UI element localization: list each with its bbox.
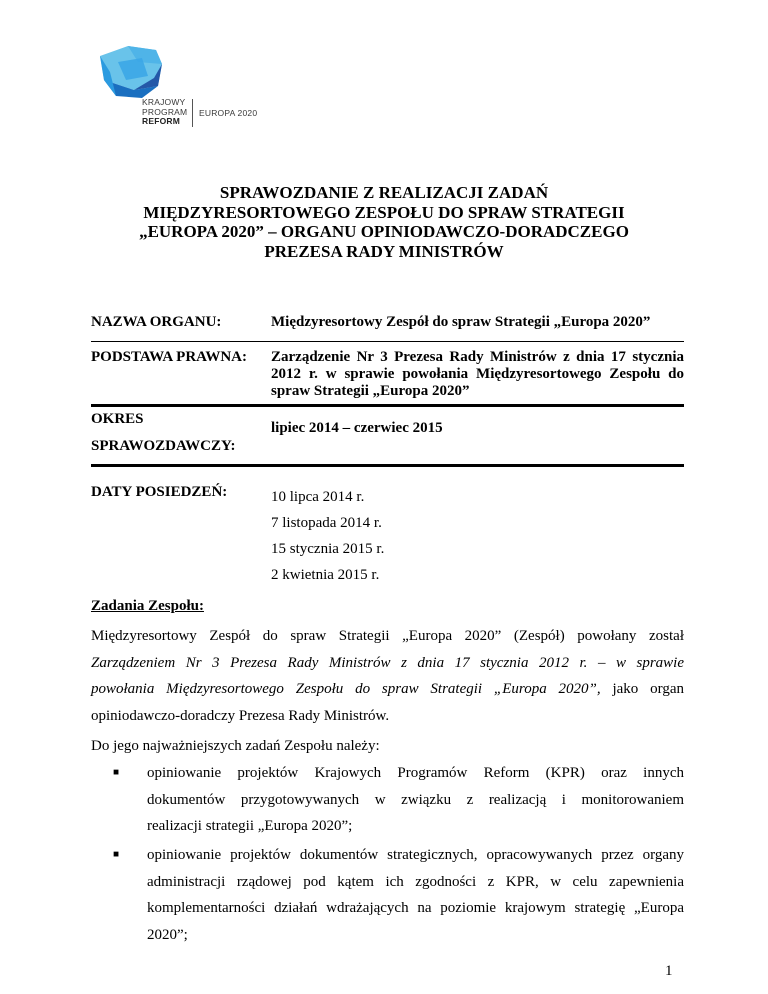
bullet-2-line-2: administracji rządowej pod kątem ich zgodności z KPR, w celu zapewnienia (147, 873, 684, 890)
divider-3 (91, 464, 684, 467)
paragraph-2 (91, 733, 684, 760)
paragraph-2-text: Do jego najważniejszych zadań Zespołu należy: (91, 738, 380, 754)
basis-line-2: 2012 r. w sprawie powołania Międzyresortowego Zespołu do (271, 366, 684, 382)
logo-tagline: EUROPA 2020 (199, 108, 258, 118)
bullet-1-line-1: opiniowanie projektów Krajowych Programów Reform (KPR) oraz innych (147, 765, 684, 781)
bullet-2-line-3: komplementarności działań wdrażających na poziomie krajowym strategię „Europa (147, 900, 684, 916)
basis-value (271, 349, 684, 400)
krajowy-program-reform-logo (98, 42, 288, 132)
dates-label: DATY POSIEDZEŃ: (91, 484, 228, 500)
paragraph-1-line-4: opiniodawczo-doradczy Prezesa Rady Ministrów. (91, 707, 390, 724)
bullet-1-line-2: dokumentów przygotowywanych w związku z realizacją i monitorowaniem (147, 791, 684, 808)
section-heading: Zadania Zespołu: (91, 598, 204, 614)
meeting-date: 2 kwietnia 2015 r. (271, 567, 380, 583)
meeting-dates (271, 484, 384, 588)
document-title (90, 183, 678, 261)
paragraph-1-line-3-rest: jako organ (600, 681, 684, 697)
title-line-1: SPRAWOZDANIE Z REALIZACJI ZADAŃ (219, 183, 549, 202)
period-label-line-1: OKRES (91, 411, 144, 427)
logo-line-3: REFORM (142, 116, 181, 126)
paragraph-1-line-3 (91, 676, 684, 703)
bullet-icon: ■ (113, 767, 120, 778)
logo-wordmark (142, 98, 187, 127)
meeting-date: 7 listopada 2014 r. (271, 515, 382, 531)
bullet-2-line-1: opiniowanie projektów dokumentów strategicznych, opracowywanych przez organy (147, 847, 684, 863)
period-label-line-2: SPRAWOZDAWCZY: (91, 438, 236, 454)
logo-divider (192, 99, 193, 127)
title-line-2: MIĘDZYRESORTOWEGO ZESPOŁU DO SPRAW STRATEGII (143, 202, 625, 222)
bullet-item-2 (147, 842, 684, 948)
meeting-date: 10 lipca 2014 r. (271, 489, 365, 505)
paragraph-1-line-1: Międzyresortowy Zespół do spraw Strategii „Europa 2020” (Zespół) powołany został (91, 628, 684, 644)
basis-line-3: spraw Strategii „Europa 2020” (271, 383, 470, 399)
bullet-item-1 (147, 760, 684, 840)
page-number: 1 (665, 963, 673, 979)
logo-line-2: PROGRAM (142, 106, 188, 117)
act-title-italic: powołania Międzyresortowego Zespołu do spraw Strategii „Europa 2020”, (91, 681, 601, 697)
logo-line-1: KRAJOWY (142, 97, 186, 107)
organ-value: Międzyresortowy Zespół do spraw Strategii „Europa 2020” (271, 314, 651, 330)
basis-line-1: Zarządzenie Nr 3 Prezesa Rady Ministrów z dnia 17 stycznia (271, 349, 684, 365)
basis-label: PODSTAWA PRAWNA: (91, 349, 247, 365)
bullet-1-line-3: realizacji strategii „Europa 2020”; (147, 818, 353, 834)
meeting-date: 15 stycznia 2015 r. (271, 541, 385, 557)
bullet-icon: ■ (113, 849, 120, 860)
paragraph-1-line-2: Zarządzeniem Nr 3 Prezesa Rady Ministrów z dnia 17 stycznia 2012 r. – w sprawie (91, 654, 684, 671)
period-value: lipiec 2014 – czerwiec 2015 (271, 420, 443, 436)
divider-2 (91, 404, 684, 407)
bullet-2-line-4: 2020”; (147, 926, 188, 943)
divider-1 (91, 341, 684, 342)
title-line-4: PREZESA RADY MINISTRÓW (264, 241, 504, 261)
paragraph-1 (91, 623, 684, 729)
title-line-3: „EUROPA 2020” – ORGANU OPINIODAWCZO-DORADCZEGO (139, 222, 629, 241)
organ-label: NAZWA ORGANU: (91, 314, 222, 330)
